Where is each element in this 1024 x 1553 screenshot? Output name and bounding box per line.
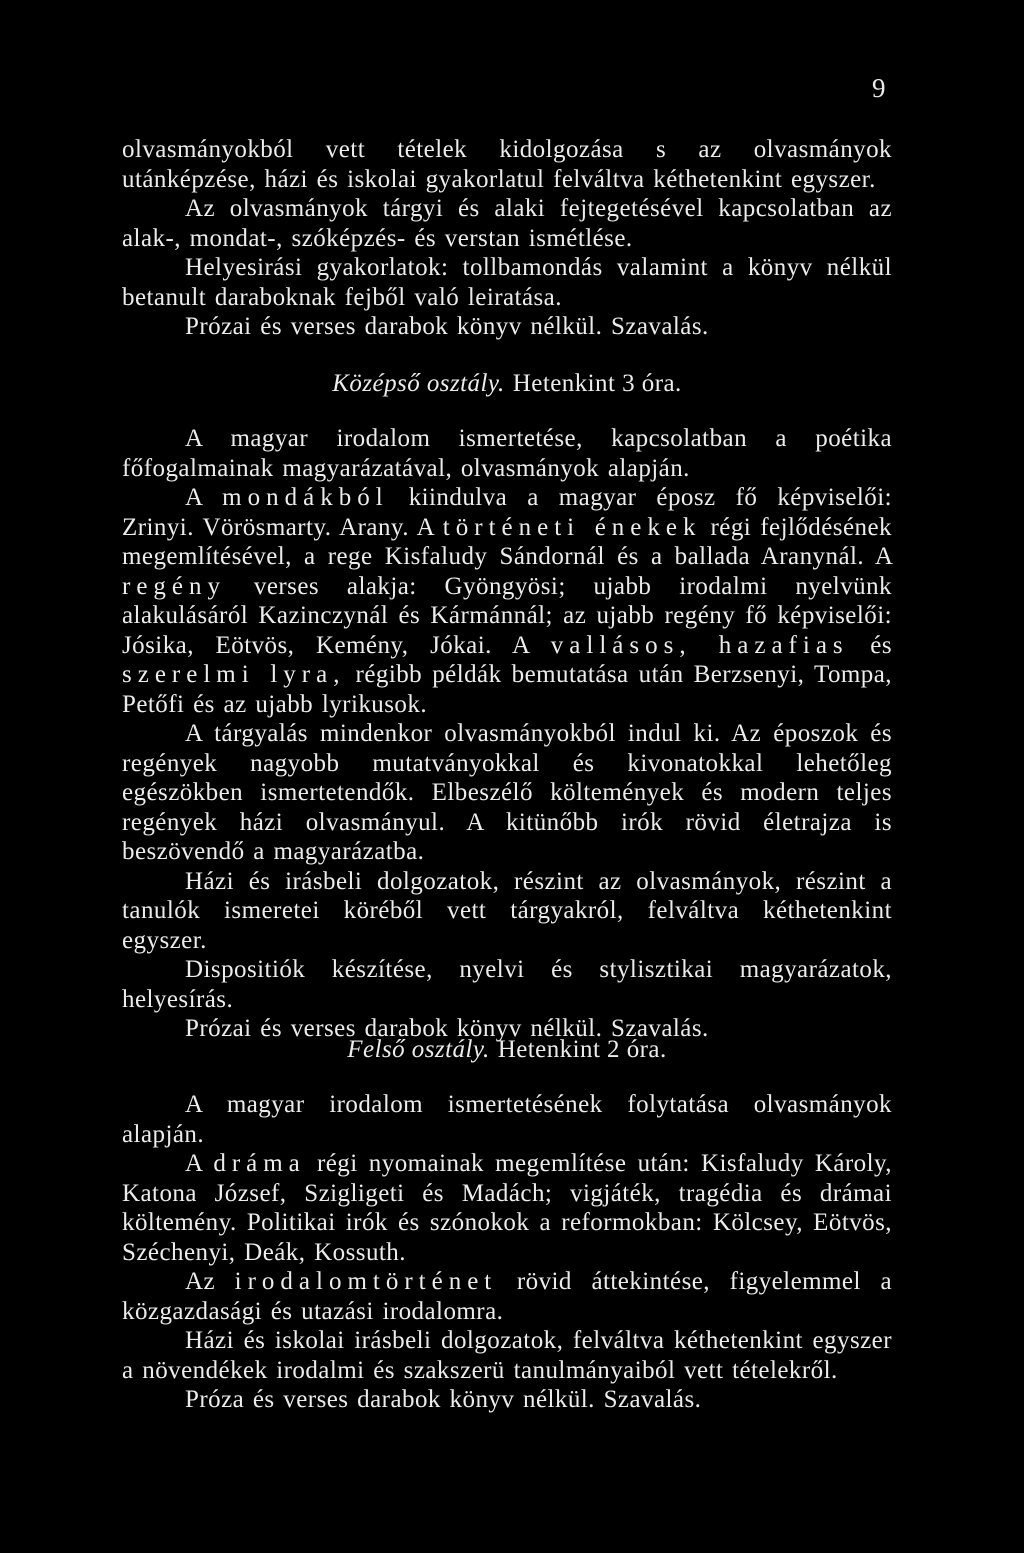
spaced-term: mondákból: [222, 484, 389, 511]
text-span: és: [870, 631, 893, 659]
text-span: régi nyomainak megemlítése után: Kisfaludy Károly, Katona József, Szigligeti és Madách; vigjáték, tragédia és drámai költemény. Politikai irók és szónokok a reformokban: Kölcsey, Eötvös, Széchenyi, Deák, Kossuth.: [122, 1150, 893, 1266]
paragraph: Házi és iskolai irásbeli dolgozatok, felváltva kéthetenkint egyszer a növendékek irodalmi és szakszerü tanulmányaiból vett tételekről.: [122, 1327, 892, 1384]
text-span: A: [512, 631, 530, 659]
spaced-term: vallásos, hazafias: [550, 631, 849, 659]
text-span: verses alakja: Gyöngyösi; ujabb irodalmi nyelvünk alakulásáról Kazinczynál és Kármánnál; az ujabb regény fő képviselői: Jósika, Eötvös, Kemény, Jókai.: [122, 572, 892, 659]
heading-hours: Hetenkint 2 óra.: [497, 1036, 667, 1063]
paragraph: Helyesirási gyakorlatok: tollbamondás valamint a könyv nélkül betanult daraboknak fejből való leiratása.: [122, 254, 892, 311]
text-span: A: [874, 543, 892, 570]
spaced-term: irodalomtörténet: [234, 1268, 498, 1295]
text-span: rövid áttekintése, figyelemmel a közgazdasági és utazási irodalomra.: [122, 1268, 892, 1325]
paragraph: Prózai és verses darabok könyv nélkül. Szavalás.: [185, 313, 709, 340]
text-span: Az: [185, 1268, 216, 1295]
section-middle-class: [122, 424, 892, 1044]
section-heading-upper-class: [122, 1035, 892, 1065]
heading-hours: Hetenkint 3 óra.: [512, 370, 682, 397]
spaced-term: történeti énekek: [442, 513, 702, 541]
paragraph: [122, 1149, 892, 1267]
paragraph: [122, 1267, 892, 1326]
spaced-term: szerelmi lyra,: [122, 661, 346, 688]
text-span: A: [185, 1150, 203, 1177]
spaced-term: dráma: [213, 1150, 306, 1177]
heading-title: Felső osztály.: [347, 1036, 490, 1063]
page-number: 9: [872, 73, 886, 103]
section-lower-class-continuation: [122, 135, 892, 342]
text-span: kiindulva a magyar éposz fő képviselői: Zrinyi. Vörösmarty. Arany.: [122, 484, 893, 541]
paragraph: Az olvasmányok tárgyi és alaki fejtegetésével kapcsolatban az alak-, mondat-, szóképzés- és verstan ismétlése.: [122, 195, 892, 252]
paragraph: Házi és irásbeli dolgozatok, részint az olvasmányok, részint a tanulók ismeretei köréből vett tárgyakról, felváltva kéthetenkint egyszer.: [122, 867, 892, 954]
heading-title: Középső osztály.: [332, 370, 505, 397]
paragraph: A magyar irodalom ismertetése, kapcsolatban a poétika főfogalmainak magyarázatával, olvasmányok alapján.: [122, 425, 892, 482]
text-span: régibb példák bemutatása után Berzsenyi, Tompa, Petőfi és az ujabb lyrikusok.: [122, 661, 892, 718]
section-heading-middle-class: [122, 369, 892, 399]
paragraph: Prózai és verses darabok könyv nélkül. Szavalás.: [185, 1015, 709, 1042]
text-span: A: [416, 513, 434, 541]
paragraph: olvasmányokból vett tételek kidolgozása s az olvasmányok utánképzése, házi és iskolai gyakorlatul felváltva kéthetenkint egyszer.: [122, 136, 892, 193]
text-span: A: [185, 484, 203, 511]
paragraph: Próza és verses darabok könyv nélkül. Szavalás.: [185, 1386, 702, 1413]
paragraph: [122, 483, 892, 719]
paragraph: A tárgyalás mindenkor olvasmányokból indul ki. Az époszok és regények nagyobb mutatványokkal és kivonatokkal lehetőleg egészökben ismertetendők. Elbeszélő költemények és modern teljes regények házi olvasmányul. A kitünőbb irók rövid életrajza is beszövendő a magyarázatba.: [122, 720, 892, 865]
paragraph: Dispositiók készítése, nyelvi és stylisztikai magyarázatok, helyesírás.: [122, 956, 892, 1013]
text-span: régi fejlődésének megemlítésével, a rege Kisfaludy Sándornál és a ballada Aranynál.: [122, 513, 892, 570]
paragraph: A magyar irodalom ismertetésének folytatása olvasmányok alapján.: [122, 1091, 892, 1148]
spaced-term: regény: [122, 572, 227, 600]
section-upper-class: [122, 1090, 892, 1415]
